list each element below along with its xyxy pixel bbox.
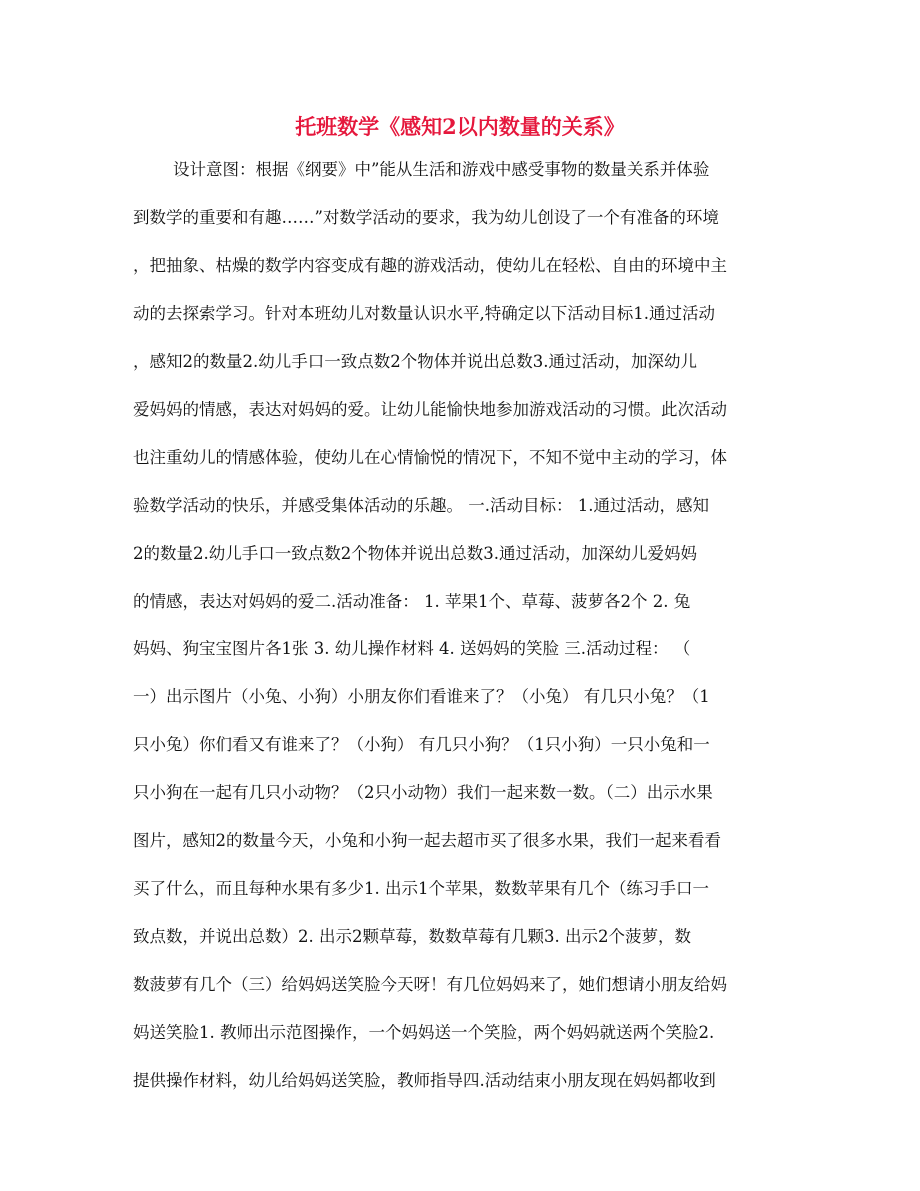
body-line: ，感知2的数量2.幼儿手口一致点数2个物体并说出总数3.通过活动，加深幼儿 — [133, 352, 697, 371]
body-line: 的情感，表达对妈妈的爱二.活动准备： 1. 苹果1个、草莓、菠萝各2个 2. 兔 — [133, 592, 691, 611]
body-line: 设计意图：根据《纲要》中”能从生活和游戏中感受事物的数量关系并体验 — [173, 160, 710, 179]
body-line: ，把抽象、枯燥的数学内容变成有趣的游戏活动，使幼儿在轻松、自由的环境中主 — [133, 256, 727, 275]
body-line: 动的去探索学习。针对本班幼儿对数量认识水平,特确定以下活动目标1.通过活动 — [133, 304, 715, 323]
body-line: 妈妈、狗宝宝图片各1张 3. 幼儿操作材料 4. 送妈妈的笑脸 三.活动过程： （ — [133, 639, 691, 658]
body-line: 妈送笑脸1. 教师出示范图操作，一个妈妈送一个笑脸，两个妈妈就送两个笑脸2. — [133, 1023, 715, 1042]
body-line: 2的数量2.幼儿手口一致点数2个物体并说出总数3.通过活动，加深幼儿爱妈妈 — [133, 544, 697, 563]
body-line: 致点数，并说出总数）2. 出示2颗草莓，数数草莓有几颗3. 出示2个菠萝，数 — [133, 927, 691, 946]
body-line: 买了什么，而且每种水果有多少1. 出示1个苹果，数数苹果有几个（练习手口一 — [133, 879, 709, 898]
body-line: 提供操作材料，幼儿给妈妈送笑脸，教师指导四.活动结束小朋友现在妈妈都收到 — [133, 1071, 716, 1090]
body-line: 爱妈妈的情感，表达对妈妈的爱。让幼儿能愉快地参加游戏活动的习惯。此次活动 — [133, 400, 727, 419]
body-line: 只小兔）你们看又有谁来了？（小狗） 有几只小狗？（1只小狗）一只小兔和一 — [133, 735, 710, 754]
body-line: 也注重幼儿的情感体验，使幼儿在心情愉悦的情况下，不知不觉中主动的学习，体 — [133, 448, 727, 467]
body-line: 验数学活动的快乐，并感受集体活动的乐趣。 一.活动目标： 1.通过活动，感知 — [133, 496, 709, 515]
body-line: 到数学的重要和有趣……”对数学活动的要求，我为幼儿创设了一个有准备的环境 — [133, 208, 719, 227]
body-line: 数菠萝有几个（三）给妈妈送笑脸今天呀！有几位妈妈来了，她们想请小朋友给妈 — [133, 975, 727, 994]
body-line: 一）出示图片（小兔、小狗）小朋友你们看谁来了？（小兔） 有几只小兔？（1 — [133, 687, 710, 706]
document-title: 托班数学《感知2以内数量的关系》 — [295, 114, 625, 139]
body-line: 只小狗在一起有几只小动物？（2只小动物）我们一起来数一数。（二）出示水果 — [133, 783, 713, 802]
body-line: 图片，感知2的数量今天，小兔和小狗一起去超市买了很多水果，我们一起来看看 — [133, 831, 721, 850]
